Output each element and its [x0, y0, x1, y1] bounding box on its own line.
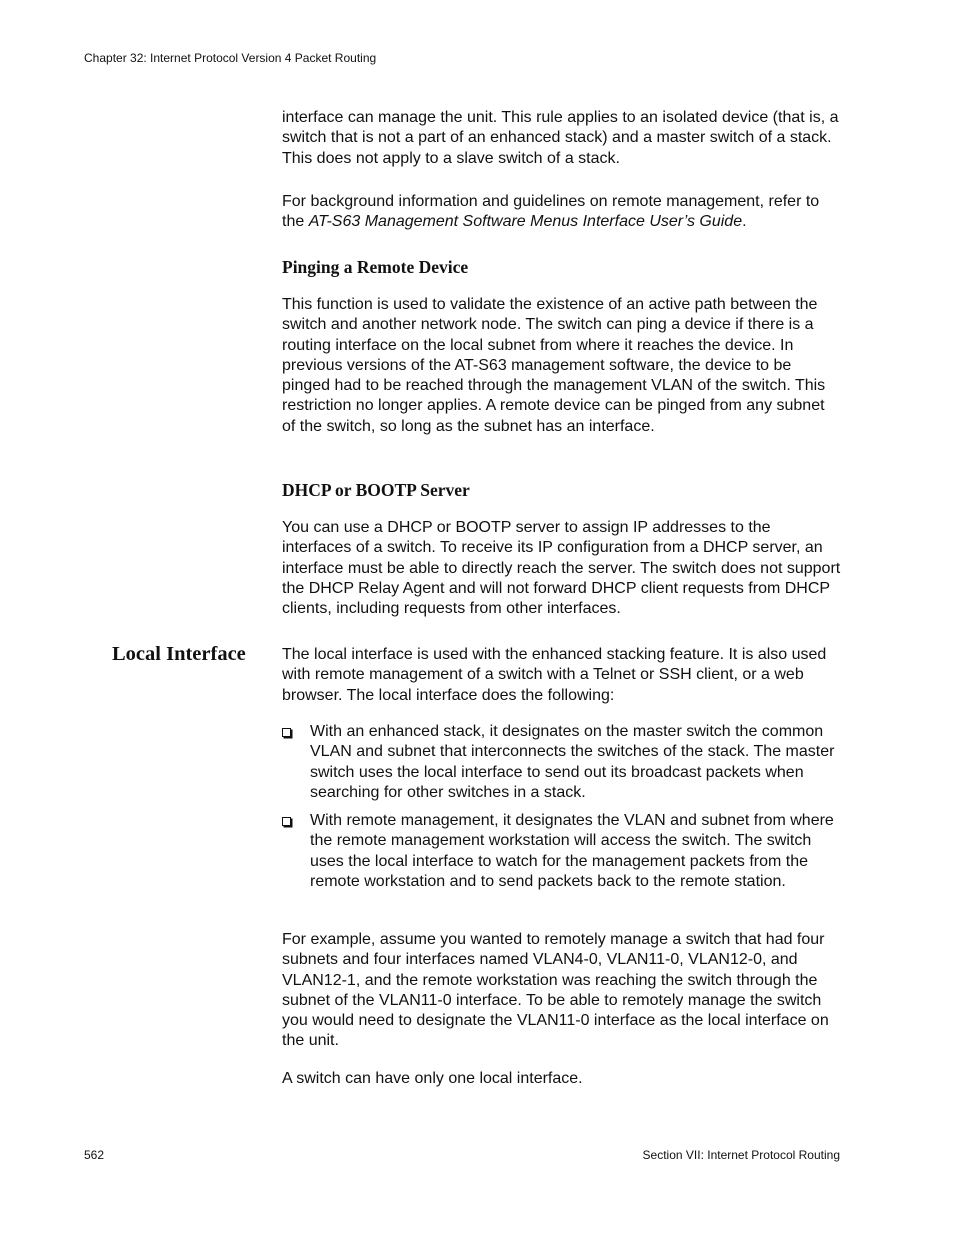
paragraph-dhcp: You can use a DHCP or BOOTP server to assign IP addresses to the interfaces of a switch. To receive its IP configuration from a DHCP server, an interface must be able to directly reach the server. The switch does not support the DHCP Relay Agent and will not forward DHCP client requests from DHCP clients, including requests from other interfaces.: [282, 519, 841, 618]
paragraph-management-rule: interface can manage the unit. This rule applies to an isolated device (that is, a switch that is not a part of an enhanced stack) and a master switch of a stack. This does not apply to a slave switch of a stack.: [282, 109, 839, 167]
paragraph-ping: This function is used to validate the existence of an active path between the switch and another network node. The switch can ping a device if there is a routing interface on the local subnet from where it reaches the device. In previous versions of the AT-S63 management software, the device to be pinged had to be reached through the management VLAN of the switch. This restriction no longer applies. A remote device can be pinged from any subnet of the switch, so long as the subnet has an interface.: [282, 296, 826, 435]
guide-title: AT-S63 Management Software Menus Interface User’s Guide: [308, 213, 743, 231]
running-header: Chapter 32: Internet Protocol Version 4 Packet Routing: [84, 51, 377, 65]
checkbox-bullet-icon: [282, 817, 291, 826]
heading-dhcp-bootp: DHCP or BOOTP Server: [282, 480, 470, 500]
reference-text: For background information and guidelines on remote management, refer to the: [282, 193, 820, 231]
bullet-list: [282, 722, 842, 900]
list-item: [282, 811, 842, 892]
section-footer: Section VII: Internet Protocol Routing: [642, 1148, 840, 1162]
checkbox-bullet-icon: [282, 728, 291, 737]
list-item-text: With an enhanced stack, it designates on the master switch the common VLAN and subnet that interconnects the switches of the stack. The master switch uses the local interface to send out its broadcast packets when searching for other switches in a stack.: [310, 723, 835, 801]
paragraph-example: For example, assume you wanted to remotely manage a switch that had four subnets and four interfaces named VLAN4-0, VLAN11-0, VLAN12-0, and VLAN12-1, and the remote workstation was reaching the switch through the subnet of the VLAN11-0 interface. To be able to remotely manage the switch you would need to designate the VLAN11-0 interface as the local interface on the unit.: [282, 931, 829, 1050]
paragraph-background-reference: [282, 192, 842, 233]
paragraph-local-interface: The local interface is used with the enhanced stacking feature. It is also used with remote management of a switch with a Telnet or SSH client, or a web browser. The local interface does the following:: [282, 646, 827, 704]
paragraph-one-interface: A switch can have only one local interface.: [282, 1070, 583, 1087]
heading-pinging-remote-device: Pinging a Remote Device: [282, 257, 469, 277]
list-item: [282, 722, 842, 803]
heading-local-interface: Local Interface: [112, 643, 246, 665]
page-number: 562: [84, 1148, 105, 1162]
reference-period: .: [742, 213, 747, 231]
list-item-text: With remote management, it designates the VLAN and subnet from where the remote management workstation will access the switch. The switch uses the local interface to watch for the management packets from the remote workstation and to send packets back to the remote station.: [310, 812, 834, 891]
